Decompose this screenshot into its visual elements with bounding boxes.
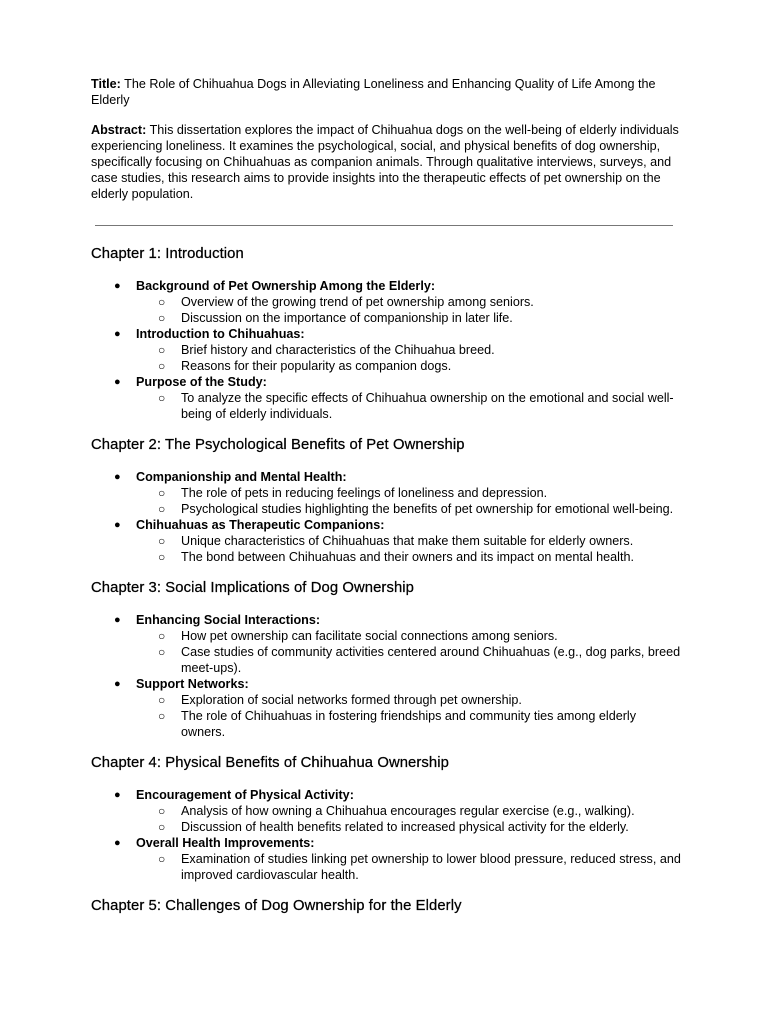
bullet-hollow-icon: ○ <box>158 391 166 405</box>
sub-list <box>136 803 681 835</box>
sub-list-item <box>136 628 681 644</box>
sub-list <box>136 294 681 326</box>
sub-list-item <box>136 310 681 326</box>
list-item <box>91 469 681 517</box>
sub-list-item <box>136 549 681 565</box>
sub-item-text: Discussion on the importance of companionship in later life. <box>181 311 513 325</box>
sub-item-text: Exploration of social networks formed through pet ownership. <box>181 693 522 707</box>
sub-item-text: Analysis of how owning a Chihuahua encourages regular exercise (e.g., walking). <box>181 804 635 818</box>
bullet-hollow-icon: ○ <box>158 852 166 866</box>
sub-list-item <box>136 294 681 310</box>
document-page <box>91 76 681 916</box>
bullet-hollow-icon: ○ <box>158 502 166 516</box>
title-label: Title: <box>91 77 121 91</box>
list-item <box>91 374 681 422</box>
item-label: Chihuahuas as Therapeutic Companions: <box>136 518 385 532</box>
chapter-2-list <box>91 469 681 565</box>
chapter-2-heading: Chapter 2: The Psychological Benefits of Pet Ownership <box>91 437 465 453</box>
sub-list <box>136 342 681 374</box>
sub-item-text: Unique characteristics of Chihuahuas that make them suitable for elderly owners. <box>181 534 634 548</box>
sub-item-text: Case studies of community activities centered around Chihuahuas (e.g., dog parks, breed meet-ups). <box>181 645 681 675</box>
sub-item-text: Examination of studies linking pet ownership to lower blood pressure, reduced stress, and improved cardiovascular health. <box>181 852 681 882</box>
sub-list <box>136 485 681 517</box>
bullet-filled-icon: ● <box>114 519 121 531</box>
list-item <box>91 676 681 740</box>
sub-item-text: How pet ownership can facilitate social connections among seniors. <box>181 629 558 643</box>
bullet-hollow-icon: ○ <box>158 550 166 564</box>
chapter-3-list <box>91 612 681 740</box>
horizontal-divider <box>95 225 673 226</box>
bullet-filled-icon: ● <box>114 280 121 292</box>
bullet-hollow-icon: ○ <box>158 534 166 548</box>
sub-list-item <box>136 485 681 501</box>
sub-list-item <box>136 819 681 835</box>
item-label: Support Networks: <box>136 677 249 691</box>
list-item <box>91 787 681 835</box>
sub-list-item <box>136 851 681 883</box>
bullet-filled-icon: ● <box>114 614 121 626</box>
sub-list <box>136 692 681 740</box>
sub-list-item <box>136 342 681 358</box>
bullet-filled-icon: ● <box>114 376 121 388</box>
bullet-hollow-icon: ○ <box>158 645 166 659</box>
item-label: Companionship and Mental Health: <box>136 470 347 484</box>
chapter-5-heading: Chapter 5: Challenges of Dog Ownership for the Elderly <box>91 898 462 914</box>
bullet-filled-icon: ● <box>114 789 121 801</box>
bullet-hollow-icon: ○ <box>158 629 166 643</box>
sub-item-text: Brief history and characteristics of the Chihuahua breed. <box>181 343 495 357</box>
list-item <box>91 326 681 374</box>
list-item <box>91 612 681 676</box>
chapter-3-heading: Chapter 3: Social Implications of Dog Ownership <box>91 580 414 596</box>
chapter-1-heading: Chapter 1: Introduction <box>91 246 244 262</box>
sub-item-text: The role of Chihuahuas in fostering friendships and community ties among elderly owners. <box>181 709 637 739</box>
sub-list-item <box>136 803 681 819</box>
title-text: The Role of Chihuahua Dogs in Alleviating Loneliness and Enhancing Quality of Life Among the Elderly <box>91 77 656 107</box>
sub-list <box>136 533 681 565</box>
list-item <box>91 835 681 883</box>
bullet-hollow-icon: ○ <box>158 693 166 707</box>
chapter-4-list <box>91 787 681 883</box>
bullet-filled-icon: ● <box>114 678 121 690</box>
title-paragraph <box>91 76 681 108</box>
sub-item-text: To analyze the specific effects of Chihuahua ownership on the emotional and social well-being of elderly individuals. <box>181 391 674 421</box>
sub-list-item <box>136 692 681 708</box>
sub-list-item <box>136 501 681 517</box>
chapter-4-heading: Chapter 4: Physical Benefits of Chihuahua Ownership <box>91 755 449 771</box>
sub-item-text: The bond between Chihuahuas and their owners and its impact on mental health. <box>181 550 634 564</box>
chapter-1-list <box>91 278 681 422</box>
item-label: Introduction to Chihuahuas: <box>136 327 305 341</box>
item-label: Encouragement of Physical Activity: <box>136 788 354 802</box>
bullet-hollow-icon: ○ <box>158 709 166 723</box>
list-item <box>91 517 681 565</box>
item-label: Overall Health Improvements: <box>136 836 315 850</box>
bullet-hollow-icon: ○ <box>158 311 166 325</box>
bullet-hollow-icon: ○ <box>158 486 166 500</box>
bullet-hollow-icon: ○ <box>158 295 166 309</box>
sub-list-item <box>136 390 681 422</box>
bullet-filled-icon: ● <box>114 328 121 340</box>
sub-list-item <box>136 644 681 676</box>
bullet-hollow-icon: ○ <box>158 343 166 357</box>
abstract-paragraph <box>91 122 681 202</box>
bullet-hollow-icon: ○ <box>158 820 166 834</box>
sub-item-text: The role of pets in reducing feelings of loneliness and depression. <box>181 486 548 500</box>
list-item <box>91 278 681 326</box>
sub-item-text: Discussion of health benefits related to increased physical activity for the elderly. <box>181 820 629 834</box>
sub-item-text: Reasons for their popularity as companion dogs. <box>181 359 452 373</box>
sub-list <box>136 390 681 422</box>
item-label: Background of Pet Ownership Among the Elderly: <box>136 279 436 293</box>
sub-list-item <box>136 358 681 374</box>
bullet-filled-icon: ● <box>114 837 121 849</box>
abstract-text: This dissertation explores the impact of Chihuahua dogs on the well-being of elderly individuals experiencing loneliness. It examines the psychological, social, and physical benefits of dog ownership, specifically focusing on Chihuahuas as companion animals. Through qualitative interviews, surveys, and case studies, this research aims to provide insights into the therapeutic effects of pet ownership on the elderly population. <box>91 123 679 201</box>
sub-list-item <box>136 533 681 549</box>
item-label: Purpose of the Study: <box>136 375 267 389</box>
sub-list-item <box>136 708 681 740</box>
sub-list <box>136 851 681 883</box>
bullet-filled-icon: ● <box>114 471 121 483</box>
bullet-hollow-icon: ○ <box>158 359 166 373</box>
abstract-label: Abstract: <box>91 123 147 137</box>
sub-list <box>136 628 681 676</box>
bullet-hollow-icon: ○ <box>158 804 166 818</box>
sub-item-text: Overview of the growing trend of pet ownership among seniors. <box>181 295 534 309</box>
item-label: Enhancing Social Interactions: <box>136 613 321 627</box>
sub-item-text: Psychological studies highlighting the benefits of pet ownership for emotional well-being. <box>181 502 674 516</box>
